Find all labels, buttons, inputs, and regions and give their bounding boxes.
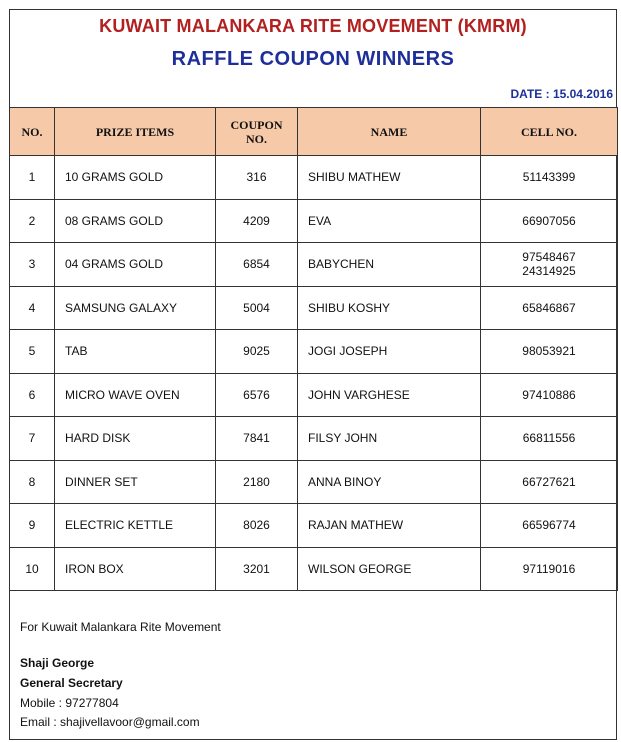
signatory-mobile: Mobile : 97277804 — [20, 696, 119, 710]
coupon-number: 8026 — [216, 504, 298, 548]
row-number: 3 — [10, 243, 55, 287]
document-frame — [9, 9, 617, 740]
prize-item: ELECTRIC KETTLE — [55, 504, 216, 548]
cell-number-line: 97410886 — [522, 387, 576, 402]
row-number: 2 — [10, 199, 55, 243]
cell-number — [481, 243, 618, 287]
table-row — [10, 417, 618, 461]
table-row — [10, 460, 618, 504]
winner-name: SHIBU KOSHY — [298, 286, 481, 330]
prize-item: SAMSUNG GALAXY — [55, 286, 216, 330]
cell-number-line: 66727621 — [522, 474, 576, 489]
cell-number-line: 24314925 — [522, 264, 576, 279]
signatory-name: Shaji George — [20, 656, 95, 670]
cell-number — [481, 286, 618, 330]
cell-number-line: 66596774 — [522, 518, 576, 533]
cell-number — [481, 547, 618, 591]
winners-table — [9, 107, 618, 591]
winner-name: JOGI JOSEPH — [298, 330, 481, 374]
coupon-number: 2180 — [216, 460, 298, 504]
on-behalf-line: For Kuwait Malankara Rite Movement — [20, 620, 221, 634]
row-number: 4 — [10, 286, 55, 330]
organization-heading: KUWAIT MALANKARA RITE MOVEMENT (KMRM) — [99, 16, 527, 36]
table-row — [10, 243, 618, 287]
column-header-prize-items: PRIZE ITEMS — [55, 108, 216, 156]
row-number: 5 — [10, 330, 55, 374]
cell-number — [481, 156, 618, 200]
row-number: 6 — [10, 373, 55, 417]
table-row — [10, 330, 618, 374]
coupon-number: 316 — [216, 156, 298, 200]
table-row — [10, 286, 618, 330]
cell-number-line: 66811556 — [522, 431, 576, 446]
winner-name: BABYCHEN — [298, 243, 481, 287]
column-header-coupon-no — [216, 108, 298, 156]
cell-number-line: 65846867 — [522, 300, 576, 315]
winner-name: JOHN VARGHESE — [298, 373, 481, 417]
cell-number — [481, 199, 618, 243]
coupon-number: 7841 — [216, 417, 298, 461]
row-number: 7 — [10, 417, 55, 461]
prize-item: HARD DISK — [55, 417, 216, 461]
cell-number-line: 51143399 — [522, 170, 576, 185]
winner-name: SHIBU MATHEW — [298, 156, 481, 200]
cell-number — [481, 373, 618, 417]
cell-number — [481, 330, 618, 374]
signatory-role: General Secretary — [20, 676, 123, 690]
cell-number-line: 97119016 — [522, 561, 576, 576]
coupon-number: 9025 — [216, 330, 298, 374]
column-header-cell-no: CELL NO. — [481, 108, 618, 156]
column-header-name: NAME — [298, 108, 481, 156]
winner-name: WILSON GEORGE — [298, 547, 481, 591]
winner-name: ANNA BINOY — [298, 460, 481, 504]
table-body — [10, 156, 618, 591]
prize-item: MICRO WAVE OVEN — [55, 373, 216, 417]
document-title: RAFFLE COUPON WINNERS — [171, 48, 455, 70]
prize-item: DINNER SET — [55, 460, 216, 504]
winner-name: FILSY JOHN — [298, 417, 481, 461]
cell-number — [481, 504, 618, 548]
cell-number-line: 97548467 — [522, 250, 576, 265]
prize-item: 04 GRAMS GOLD — [55, 243, 216, 287]
table-header — [10, 108, 618, 156]
table-row — [10, 156, 618, 200]
row-number: 8 — [10, 460, 55, 504]
coupon-number: 5004 — [216, 286, 298, 330]
coupon-number: 4209 — [216, 199, 298, 243]
table-row — [10, 504, 618, 548]
coupon-number: 3201 — [216, 547, 298, 591]
cell-number-line: 98053921 — [522, 344, 576, 359]
winner-name: RAJAN MATHEW — [298, 504, 481, 548]
table-row — [10, 199, 618, 243]
prize-item: TAB — [55, 330, 216, 374]
cell-number — [481, 460, 618, 504]
row-number: 9 — [10, 504, 55, 548]
table-row — [10, 547, 618, 591]
cell-number — [481, 417, 618, 461]
column-header-no: NO. — [10, 108, 55, 156]
table-row — [10, 373, 618, 417]
prize-item: 08 GRAMS GOLD — [55, 199, 216, 243]
cell-number-line: 66907056 — [522, 213, 576, 228]
row-number: 1 — [10, 156, 55, 200]
prize-item: IRON BOX — [55, 547, 216, 591]
coupon-number: 6576 — [216, 373, 298, 417]
signatory-email: Email : shajivellavoor@gmail.com — [20, 715, 200, 729]
winner-name: EVA — [298, 199, 481, 243]
document-date: DATE : 15.04.2016 — [510, 87, 613, 101]
column-header-coupon-label: COUPON NO. — [230, 117, 283, 146]
coupon-number: 6854 — [216, 243, 298, 287]
row-number: 10 — [10, 547, 55, 591]
prize-item: 10 GRAMS GOLD — [55, 156, 216, 200]
